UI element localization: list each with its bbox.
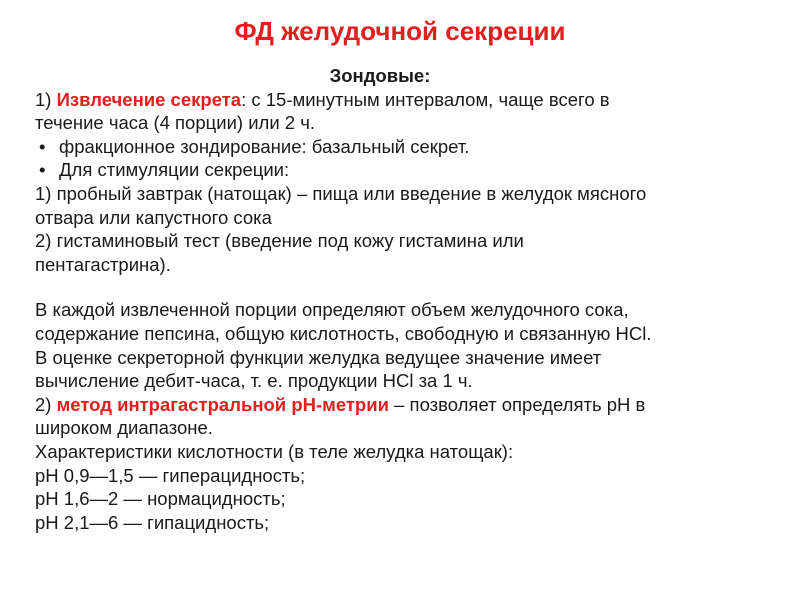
bullet-item [35,135,785,159]
section1-line2: течение часа (4 порции) или 2 ч. [35,112,316,134]
bullet-icon: • [39,159,46,181]
bullet-text: Для стимуляции секреции: [59,159,290,181]
section2-highlight: метод интрагастральной рН-метрии [56,393,389,415]
bullet-text: фракционное зондирование: базальный секрет. [59,135,470,157]
section2-rest: – позволяет определять pH в [388,393,646,415]
section1-highlight: Извлечение секрета [56,88,242,110]
paragraph-line: В каждой извлеченной порции определяют объем желудочного сока, [35,299,629,321]
bullet-icon: • [39,135,46,157]
section1-prefix: 1) [35,88,57,110]
characteristics-heading: Характеристики кислотности (в теле желудка натощак): [35,440,514,462]
stimulation-item2-line1: 2) гистаминовый тест (введение под кожу гистамина или [35,230,524,252]
paragraph-line: содержание пепсина, общую кислотность, свободную и связанную HCl. [35,322,652,344]
section2-prefix: 2) [35,393,57,415]
paragraph-line: вычисление дебит-часа, т. е. продукции HCl за 1 ч. [35,370,473,392]
section2-line1 [35,393,785,417]
paragraph-gap [35,276,785,298]
stimulation-item1-line2: отвара или капустного сока [35,206,272,228]
section1-line1 [35,88,785,112]
section2-line2: широком диапазоне. [35,417,213,439]
slide-content [35,64,785,534]
slide-title: ФД желудочной секреции [234,16,566,46]
subtitle: Зондовые: [329,65,431,86]
paragraph-line: В оценке секреторной функции желудка ведущее значение имеет [35,346,602,368]
stimulation-item1-line1: 1) пробный завтрак (натощак) – пища или введение в желудок мясного [35,182,647,204]
characteristics-item: pH 0,9—1,5 — гиперацидность; [35,464,306,486]
characteristics-item: pH 2,1—6 — гипацидность; [35,511,270,533]
stimulation-item2-line2: пентагастрина). [35,253,171,275]
section1-rest: : с 15-минутным интервалом, чаще всего в [241,88,610,110]
bullet-item [35,158,785,182]
characteristics-item: pH 1,6—2 — нормацидность; [35,488,286,510]
